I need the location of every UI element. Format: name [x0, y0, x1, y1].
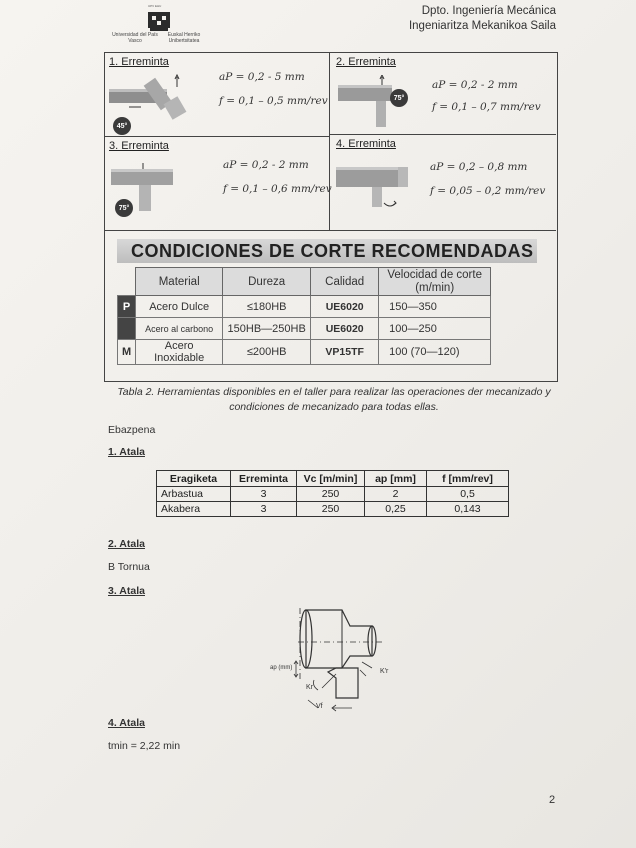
tool-3-ap: aP = 0,2 - 2 mm — [223, 159, 309, 171]
atala-3-heading: 3. Atala — [108, 585, 145, 597]
material-cell: Acero al carbono — [136, 318, 223, 340]
header-f: f [mm/rev] — [427, 471, 509, 487]
atala-1-header-row — [157, 471, 509, 487]
material-cell: Acero Dulce — [136, 296, 223, 318]
velocidad-cell: 100—250 — [379, 318, 491, 340]
atala-2-heading: 2. Atala — [108, 538, 145, 550]
dureza-cell: ≤200HB — [223, 340, 311, 365]
velocidad-cell: 150—350 — [379, 296, 491, 318]
university-name-eu: Euskal Herriko Unibertsitatea — [167, 32, 201, 44]
tool-cell-2 — [330, 53, 556, 135]
dureza-cell: ≤180HB — [223, 296, 311, 318]
tool-4-feed: f = 0,05 – 0,2 mm/rev — [430, 185, 546, 197]
header-material: Material — [136, 268, 223, 296]
diagram-label-ap: ap (mm) — [270, 665, 293, 671]
table-row — [118, 340, 491, 365]
angle-badge-2: 75° — [390, 89, 408, 107]
tool-1-feed: f = 0,1 – 0,5 mm/rev — [219, 95, 328, 107]
cell-erreminta: 3 — [231, 487, 297, 502]
header-eragiketa: Eragiketa — [157, 471, 231, 487]
cell-vc: 250 — [297, 487, 365, 502]
category-blank — [118, 318, 136, 340]
calidad-cell: UE6020 — [311, 296, 379, 318]
header-dureza: Dureza — [223, 268, 311, 296]
conditions-header-row — [118, 268, 491, 296]
cell-f: 0,5 — [427, 487, 509, 502]
header-calidad: Calidad — [311, 268, 379, 296]
angle-badge-3: 75° — [115, 199, 133, 217]
atala-4-answer: tmin = 2,22 min — [108, 740, 181, 752]
department-header — [409, 4, 556, 34]
header-ap: ap [mm] — [365, 471, 427, 487]
atala-1-heading: 1. Atala — [108, 446, 145, 458]
table-caption: Tabla 2. Herramientas disponibles en el taller para realizar las operaciones der mecanizado y condiciones de mecanizado para todas ellas. — [117, 386, 551, 413]
atala-1-table — [156, 470, 509, 517]
cell-eragiketa: Akabera — [157, 502, 231, 517]
header-vc: Vc [m/min] — [297, 471, 365, 487]
tool-cell-4 — [330, 135, 556, 231]
cell-ap: 0,25 — [365, 502, 427, 517]
turning-diagram — [262, 604, 382, 716]
page-number: 2 — [549, 794, 556, 806]
tool-title-4: 4. Erreminta — [336, 138, 396, 150]
cell-f: 0,143 — [427, 502, 509, 517]
tool-title-3: 3. Erreminta — [109, 140, 169, 152]
cell-vc: 250 — [297, 502, 365, 517]
material-cell: Acero Inoxidable — [136, 340, 223, 365]
logo-top-text: UPV EHU — [148, 4, 162, 8]
atala-4-heading: 4. Atala — [108, 717, 145, 729]
tool-3-feed: f = 0,1 – 0,6 mm/rev — [223, 183, 332, 195]
calidad-cell: UE6020 — [311, 318, 379, 340]
category-p: P — [118, 296, 136, 318]
atala-2-answer: B Tornua — [108, 561, 150, 573]
diagram-label-kr-prime: K'r — [380, 668, 389, 675]
table-row — [157, 502, 509, 517]
velocidad-cell: 100 (70—120) — [379, 340, 491, 365]
conditions-table — [117, 267, 491, 365]
university-emblem-icon — [146, 8, 172, 32]
tool-2-feed: f = 0,1 – 0,7 mm/rev — [432, 101, 541, 113]
angle-badge-1: 45° — [113, 117, 131, 135]
university-name-es: Universidad del País Vasco — [112, 32, 158, 44]
diagram-label-kr: Kr — [306, 684, 313, 691]
cell-ap: 2 — [365, 487, 427, 502]
ebazpena-heading: Ebazpena — [108, 424, 156, 436]
tool-2-ap: aP = 0,2 - 2 mm — [432, 79, 518, 91]
calidad-cell: VP15TF — [311, 340, 379, 365]
category-m: M — [118, 340, 136, 365]
header-erreminta: Erreminta — [231, 471, 297, 487]
department-name-eu: Ingeniaritza Mekanikoa Saila — [408, 20, 556, 32]
university-logo — [112, 4, 212, 46]
tool-4-image — [336, 161, 416, 221]
conditions-title: CONDICIONES DE CORTE RECOMENDADAS — [117, 239, 537, 263]
tool-4-ap: aP = 0,2 – 0,8 mm — [430, 161, 528, 173]
tool-1-ap: aP = 0,2 - 5 mm — [219, 71, 305, 83]
tool-title-2: 2. Erreminta — [336, 56, 396, 68]
tool-cell-3 — [105, 137, 330, 231]
department-name-es: Dpto. Ingeniería Mecánica — [421, 5, 556, 17]
tool-title-1: 1. Erreminta — [109, 56, 169, 68]
tool-cell-1 — [105, 53, 330, 137]
diagram-label-vf: Vf — [316, 703, 323, 710]
cell-erreminta: 3 — [231, 502, 297, 517]
table-row — [118, 318, 491, 340]
header-velocidad: Velocidad de corte (m/min) — [379, 268, 491, 296]
dureza-cell: 150HB—250HB — [223, 318, 311, 340]
cell-eragiketa: Arbastua — [157, 487, 231, 502]
table-row — [118, 296, 491, 318]
tools-table — [104, 52, 558, 382]
table-row — [157, 487, 509, 502]
